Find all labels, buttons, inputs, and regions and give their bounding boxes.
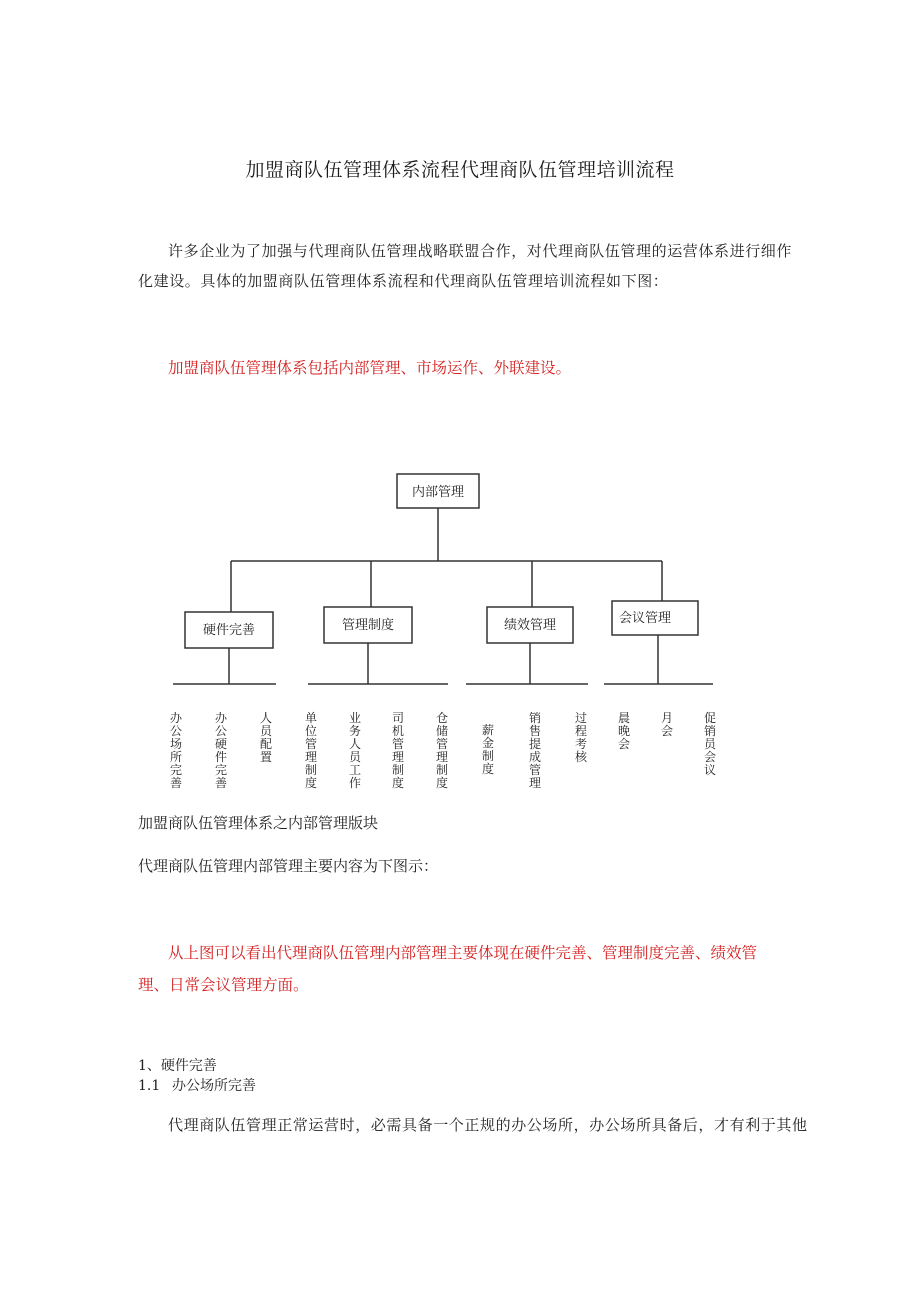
section-intro: 代理商队伍管理内部管理主要内容为下图示：: [138, 857, 439, 875]
highlight-sentence: 加盟商队伍管理体系包括内部管理、市场运作、外联建设。: [168, 359, 572, 377]
leaf-label: 促销员会议: [704, 711, 717, 777]
branch-label-3: 绩效管理: [503, 618, 557, 633]
body-paragraph: 代理商队伍管理正常运营时，必需具备一个正规的办公场所，办公场所具备后，才有利于其他: [168, 1116, 808, 1134]
intro-paragraph: 许多企业为了加强与代理商队伍管理战略联盟合作，对代理商队伍管理的运营体系进行细作化建设。具体的加盟商队伍管理体系流程和代理商队伍管理培训流程如下图：: [138, 242, 793, 290]
leaf-label: 司机管理制度: [392, 711, 405, 790]
leaf-label: 业务人员工作: [349, 711, 362, 790]
leaf-label: 仓储管理制度: [436, 711, 449, 790]
heading-1: 1、硬件完善: [138, 1058, 217, 1074]
heading-number: 1.1: [138, 1078, 161, 1094]
leaf-label: 晨晚会: [618, 711, 631, 751]
heading-text: 办公场所完善: [172, 1078, 256, 1094]
branch-label-4: 会议管理: [618, 611, 672, 626]
leaf-label: 过程考核: [575, 711, 588, 764]
chart-caption: [138, 812, 378, 833]
caption-bold: 内部管理版块: [288, 814, 379, 832]
branch-label-1: 硬件完善: [202, 623, 256, 638]
heading-1-1: [138, 1075, 256, 1095]
leaf-label: 办公硬件完善: [215, 711, 228, 790]
leaf-label: 薪金制度: [482, 723, 495, 776]
leaf-label: 单位管理制度: [305, 711, 318, 790]
leaf-label: 销售提成管理: [529, 711, 542, 790]
leaf-label: 月会: [661, 711, 674, 738]
page-title: 加盟商队伍管理体系流程代理商队伍管理培训流程: [245, 159, 675, 181]
caption-prefix: 加盟商队伍管理体系之: [138, 814, 289, 832]
leaf-label: 办公场所完善: [170, 711, 183, 790]
root-label: 内部管理: [411, 485, 465, 500]
leaf-label: 人员配置: [260, 711, 273, 764]
highlight-conclusion: 从上图可以看出代理商队伍管理内部管理主要体现在硬件完善、管理制度完善、绩效管理、日常会议管理方面。: [138, 944, 758, 994]
branch-label-2: 管理制度: [341, 618, 395, 633]
